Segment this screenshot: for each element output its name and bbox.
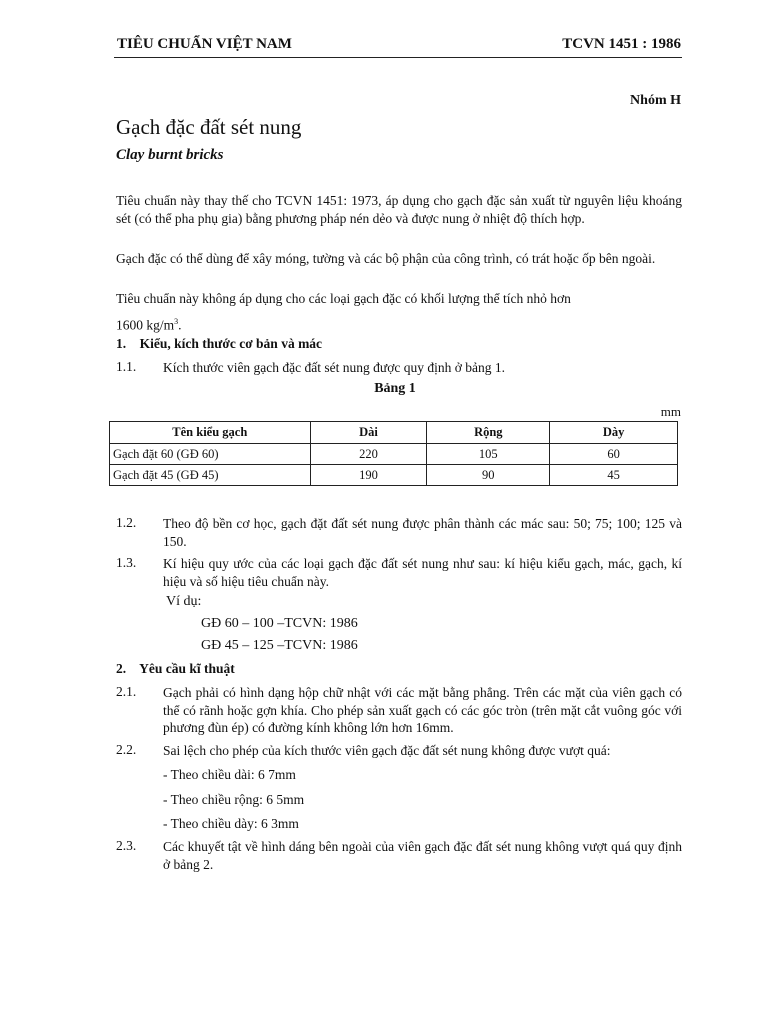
example-label: Ví dụ:	[166, 594, 202, 609]
density-period: .	[178, 317, 182, 333]
item-1-1-number: 1.1.	[116, 359, 137, 374]
table-row	[110, 444, 678, 465]
table-header-cell: Tên kiểu gạch	[110, 422, 311, 444]
density-value: 1600 kg/m	[116, 317, 175, 333]
table-cell: 105	[427, 444, 550, 465]
item-2-2-text: Sai lệch cho phép của kích thước viên gạch đặc đất sét nung không được vượt quá:	[163, 743, 611, 758]
table-header-row	[110, 422, 678, 444]
header-standard-code: TCVN 1451 : 1986	[562, 36, 681, 52]
table-header-cell: Rộng	[427, 422, 550, 444]
tolerance-thickness: - Theo chiều dày: 6 3mm	[163, 816, 299, 831]
example-code-1: GĐ 60 – 100 –TCVN: 1986	[201, 616, 358, 631]
table-cell: 90	[427, 465, 550, 486]
table-cell: Gạch đặt 45 (GĐ 45)	[110, 465, 311, 486]
item-1-1-text: Kích thước viên gạch đặc đất sét nung được quy định ở bảng 1.	[163, 360, 505, 375]
item-2-1-number: 2.1.	[116, 684, 137, 699]
table-header-cell: Dày	[550, 422, 678, 444]
document-subtitle: Clay burnt bricks	[116, 147, 224, 163]
table-cell: 220	[310, 444, 427, 465]
table-cell: 190	[310, 465, 427, 486]
table-row	[110, 465, 678, 486]
table-cell: 60	[550, 444, 678, 465]
item-1-3-number: 1.3.	[116, 555, 137, 570]
item-1-2-number: 1.2.	[116, 515, 137, 530]
item-1-2-text: Theo độ bền cơ học, gạch đặt đất sét nung được phân thành các mác sau: 50; 75; 100; 125 và 150.	[163, 516, 682, 549]
section-2-heading: 2. Yêu cầu kĩ thuật	[116, 661, 235, 676]
brick-dimensions-table	[109, 421, 678, 486]
table-cell: 45	[550, 465, 678, 486]
item-2-3-number: 2.3.	[116, 838, 137, 853]
item-2-2-number: 2.2.	[116, 742, 137, 757]
intro-paragraph-3: Tiêu chuẩn này không áp dụng cho các loại gạch đặc có khối lượng thể tích nhỏ hơn	[116, 291, 571, 306]
item-1-3-text: Kí hiệu quy ước của các loại gạch đặc đất sét nung như sau: kí hiệu kiểu gạch, mác, gạch, kí hiệu và số hiệu tiêu chuẩn này.	[163, 556, 682, 589]
example-code-2: GĐ 45 – 125 –TCVN: 1986	[201, 638, 358, 653]
tolerance-width: - Theo chiều rộng: 6 5mm	[163, 792, 305, 807]
table-1-caption: Bảng 1	[374, 381, 416, 396]
intro-paragraph-3-density	[116, 313, 682, 334]
table-1-unit: mm	[660, 404, 681, 419]
intro-paragraph-2: Gạch đặc có thể dùng để xây móng, tường và các bộ phận của công trình, có trát hoặc ốp bên ngoài.	[116, 251, 656, 266]
document-title: Gạch đặc đất sét nung	[116, 115, 302, 139]
item-2-1-text: Gạch phải có hình dạng hộp chữ nhật với các mặt bằng phẳng. Trên các mặt của viên gạch có thể có rãnh hoặc gợn khía. Cho phép sản xuất gạch có các góc tròn (trên mặt cắt vuông góc với phương đùn ép) có đường kính không lớn hơn 16mm.	[163, 685, 682, 735]
header-divider	[114, 57, 682, 58]
table-cell: Gạch đặt 60 (GĐ 60)	[110, 444, 311, 465]
section-1-heading: 1. Kiểu, kích thước cơ bản và mác	[116, 336, 323, 351]
header-standard-name: TIÊU CHUẨN VIỆT NAM	[117, 36, 292, 52]
density-exponent: 3	[174, 317, 179, 326]
intro-paragraph-1: Tiêu chuẩn này thay thế cho TCVN 1451: 1973, áp dụng cho gạch đặc sản xuất từ nguyên liệu khoáng sét (có thể pha phụ gia) bằng phương pháp nén dẻo và được nung ở nhiệt độ thích hợp.	[116, 193, 682, 226]
table-header-cell: Dài	[310, 422, 427, 444]
group-label: Nhóm H	[630, 93, 681, 108]
tolerance-length: - Theo chiều dài: 6 7mm	[163, 767, 296, 782]
item-2-3-text: Các khuyết tật về hình dáng bên ngoài của viên gạch đặc đất sét nung không vượt quá quy định ở bảng 2.	[163, 839, 682, 872]
